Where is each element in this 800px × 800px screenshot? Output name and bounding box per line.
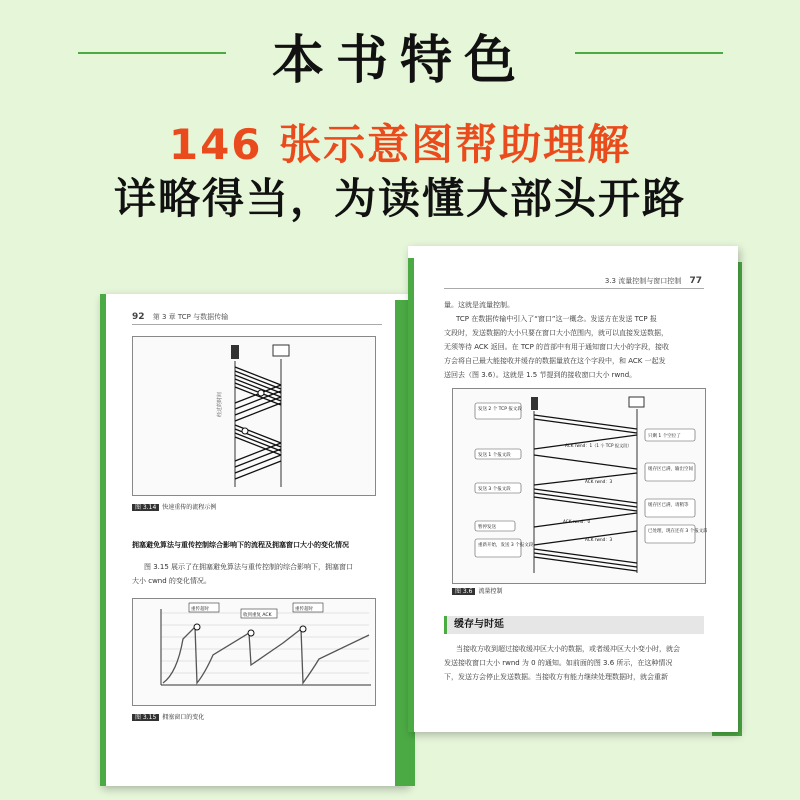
flow-right-label-4: 已处理，现在还有 3 个报文段 bbox=[648, 529, 707, 534]
fast-retransmit-diagram bbox=[133, 337, 377, 497]
flow-left-label-1: 发送 2 个 TCP 报文段 bbox=[478, 407, 522, 412]
left-paragraph-line-1: 图 3.15 展示了在拥塞避免算法与重传控制的综合影响下，拥塞窗口 bbox=[144, 563, 354, 571]
banner-subtitle-highlight: 146 张示意图帮助理解 bbox=[168, 120, 632, 169]
ack-label-3: ACK rwnd：0 bbox=[563, 519, 591, 524]
right-paragraph2-line-3: 下，发送方会停止发送数据。当接收方有能力继续处理数据时，就会重新 bbox=[444, 673, 668, 681]
right-paragraph-line-5: 方会将自己最大能接收并缓存的数据量放在这个字段中，和 ACK 一起发 bbox=[444, 357, 666, 365]
flow-control-figure bbox=[452, 388, 706, 584]
fast-retransmit-figure bbox=[132, 336, 376, 496]
flow-control-diagram bbox=[453, 389, 707, 585]
callout-dup-ack: 收到重复 ACK bbox=[243, 613, 272, 618]
flow-right-label-2: 缓存区已满，输出空间 bbox=[648, 467, 693, 472]
right-running-head: 3.3 流量控制与窗口控制 bbox=[604, 277, 682, 285]
flow-sender-icon bbox=[531, 397, 538, 410]
flow-right-label-3: 缓存区已满，请稍等 bbox=[648, 503, 689, 508]
receiver-monitor-icon bbox=[273, 345, 289, 356]
left-section-title: 拥塞避免算法与重传控制综合影响下的流程及拥塞窗口大小的变化情况 bbox=[132, 541, 349, 549]
segment-arrows bbox=[235, 367, 281, 479]
flow-right-label-1: 只剩 1 个空位了 bbox=[648, 434, 681, 439]
right-paragraph-line-1: 量。这就是流量控制。 bbox=[444, 301, 514, 309]
left-paragraph-line-2: 大小 cwnd 的变化情况。 bbox=[132, 577, 211, 585]
callout-timeout-2: 重传超时 bbox=[295, 607, 313, 612]
ack-label-4: ACK rwnd：3 bbox=[585, 537, 613, 542]
fig-3-15-caption: 图 3.15 拥塞窗口的变化 bbox=[132, 712, 204, 721]
left-header-rule bbox=[132, 324, 382, 325]
fig-3-6-caption: 图 3.6 流量控制 bbox=[452, 586, 502, 595]
flow-left-label-5: 重新开始，发送 3 个报文段 bbox=[478, 543, 534, 548]
callout-timeout-1: 重传超时 bbox=[191, 607, 209, 612]
cwnd-line bbox=[163, 627, 369, 683]
ack-label-1: ACK rwnd：1（1 个 TCP 报文段） bbox=[565, 443, 632, 448]
banner-title: 本书特色 bbox=[271, 31, 528, 91]
right-page-number: 77 bbox=[689, 276, 702, 286]
right-paragraph-line-2: TCP 在数据传输中引入了“窗口”这一概念。发送方在发送 TCP 报 bbox=[456, 315, 657, 323]
flow-left-label-3: 发送 3 个报文段 bbox=[478, 487, 511, 492]
left-page-spine bbox=[100, 294, 106, 786]
right-paragraph-line-6: 送回去（图 3.6）。这就是 1.5 节提到的接收窗口大小 rwnd。 bbox=[444, 371, 637, 379]
sender-device-icon bbox=[231, 345, 239, 359]
banner-subtitle: 详略得当，为读懂大部头开路 bbox=[113, 174, 686, 223]
flow-left-label-2: 发送 1 个报文段 bbox=[478, 453, 511, 458]
fig-3-14-caption: 图 3.14 快速重传的流程示例 bbox=[132, 502, 216, 511]
right-paragraph-line-3: 文段时，发送数据的大小只要在窗口大小范围内，就可以直接发送数据， bbox=[444, 329, 668, 337]
left-page-number: 92 bbox=[132, 312, 145, 322]
left-running-head: 第 3 章 TCP 与数据传输 bbox=[152, 313, 229, 321]
congestion-window-figure bbox=[132, 598, 376, 706]
right-section-heading: 缓存与时延 bbox=[444, 616, 704, 634]
right-paragraph2-line-1: 当接收方收到超过接收缓冲区大小的数据，或者缓冲区大小变小时，就会 bbox=[456, 645, 680, 653]
right-page-header bbox=[605, 276, 702, 286]
book-page-right bbox=[408, 246, 738, 732]
time-axis-label: 经过的时间 bbox=[217, 391, 223, 417]
cwnd-chart bbox=[133, 599, 377, 707]
right-paragraph2-line-2: 发送接收窗口大小 rwnd 为 0 的通知。如前面的图 3.6 所示，在这种情况 bbox=[444, 659, 673, 667]
book-page-left bbox=[100, 294, 408, 786]
right-header-rule bbox=[444, 288, 704, 289]
flow-arrows bbox=[534, 415, 637, 571]
left-page-header bbox=[132, 312, 228, 322]
right-page-spine bbox=[408, 258, 414, 732]
right-paragraph-line-4: 无须等待 ACK 返回。在 TCP 的首部中有用于通知窗口大小的字段，接收 bbox=[444, 343, 670, 351]
flow-left-label-4: 暂停发送 bbox=[478, 525, 496, 530]
ack-label-2: ACK rwnd：3 bbox=[585, 479, 613, 484]
flow-receiver-icon bbox=[629, 397, 644, 407]
